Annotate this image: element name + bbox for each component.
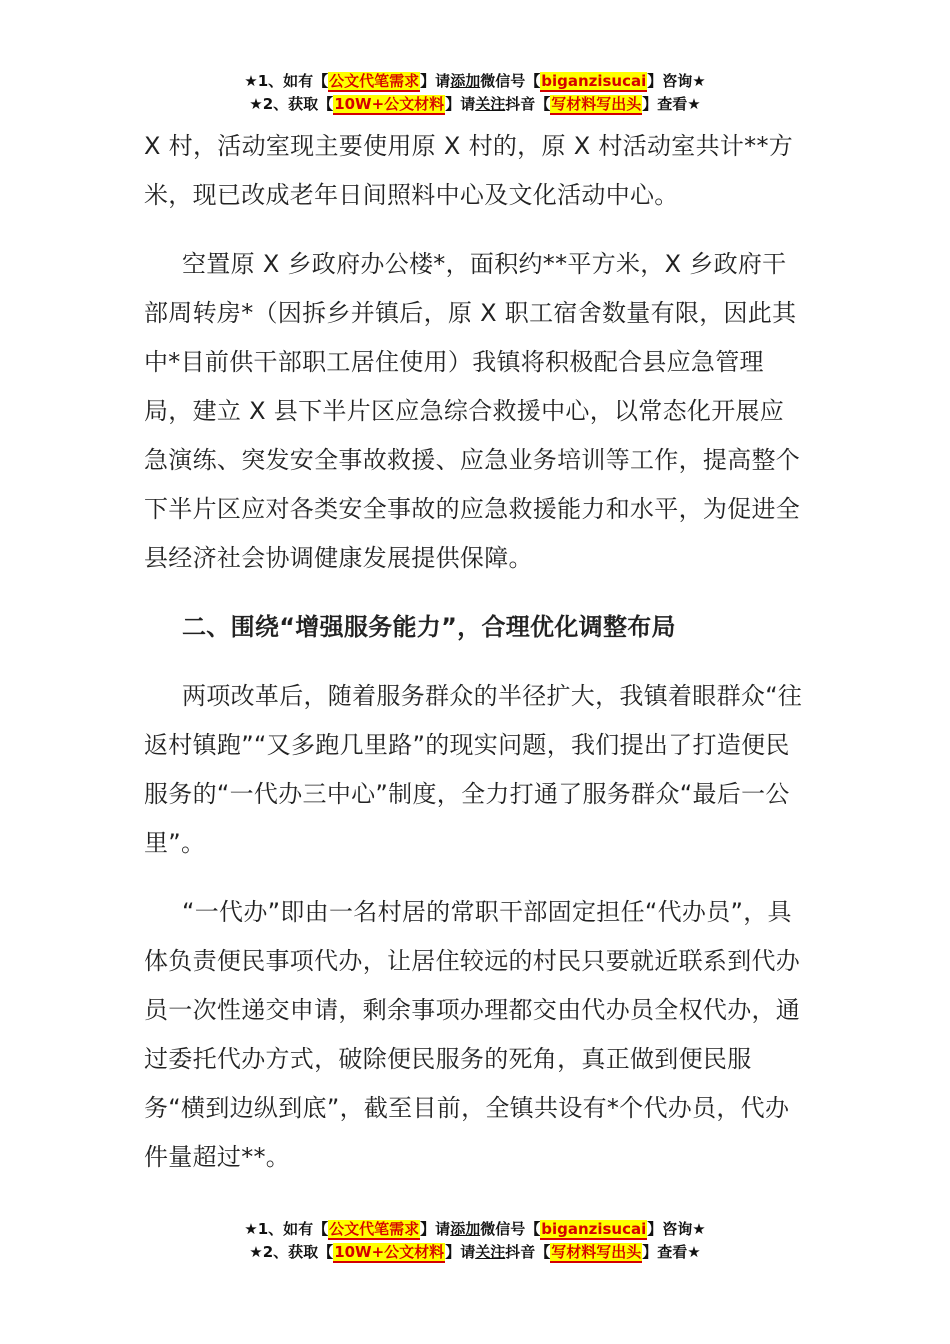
paragraph: 两项改革后，随着服务群众的半径扩大，我镇着眼群众“往返村镇跑”“又多跑几里路”的现实问题，我们提出了打造便民服务的“一代办三中心”制度，全力打通了服务群众“最后一公里”。	[144, 682, 803, 857]
paragraph: X 村，活动室现主要使用原 X 村的，原 X 村活动室共计**方米，现已改成老年日间照料中心及文化活动中心。	[144, 132, 794, 209]
banner-text: ★2、获取【	[249, 95, 334, 113]
banner-line-1	[0, 70, 950, 93]
banner-highlight: biganzisucai	[541, 72, 647, 90]
section-heading: 二、围绕“增强服务能力”，合理优化调整布局	[182, 613, 676, 641]
banner-line-2	[0, 93, 950, 116]
banner-text: ★1、如有【	[244, 72, 329, 90]
banner-line-2	[0, 1241, 950, 1264]
banner-text: 】咨询★	[647, 72, 706, 90]
banner-text: 】请	[420, 72, 451, 90]
banner-emphasis: 关注	[475, 95, 506, 113]
banner-line-1	[0, 1218, 950, 1241]
paragraph: 空置原 X 乡政府办公楼*，面积约**平方米，X 乡政府干部周转房*（因拆乡并镇后，原 X 职工宿舍数量有限，因此其中*目前供干部职工居住使用）我镇将积极配合县应急管理局，建立 X 县下半片区应急综合救援中心，以常态化开展应急演练、突发安全事故救援、应急业务培训等工作，提高整个下半片区应对各类安全事故的应急救援能力和水平，为促进全县经济社会协调健康发展提供保障。	[144, 250, 801, 572]
banner-text: 】查看★	[642, 1243, 701, 1261]
banner-highlight: biganzisucai	[541, 1220, 647, 1238]
document-body	[144, 122, 806, 1202]
banner-text: 】请	[445, 1243, 476, 1261]
banner-text: 】请	[420, 1220, 451, 1238]
bottom-banner	[0, 1218, 950, 1264]
banner-text: 抖音【	[505, 1243, 551, 1261]
banner-emphasis: 添加	[450, 1220, 481, 1238]
banner-emphasis: 关注	[475, 1243, 506, 1261]
banner-text: ★1、如有【	[244, 1220, 329, 1238]
banner-text: 】请	[445, 95, 476, 113]
banner-emphasis: 添加	[450, 72, 481, 90]
banner-highlight: 10W+公文材料	[334, 95, 445, 113]
banner-text: 微信号【	[480, 1220, 541, 1238]
banner-text: 】咨询★	[647, 1220, 706, 1238]
banner-highlight: 写材料写出头	[551, 95, 642, 113]
banner-text: 】查看★	[642, 95, 701, 113]
paragraph: “一代办”即由一名村居的常职干部固定担任“代办员”，具体负责便民事项代办，让居住较远的村民只要就近联系到代办员一次性递交申请，剩余事项办理都交由代办员全权代办，通过委托代办方式，破除便民服务的死角，真正做到便民服务“横到边纵到底”，截至目前，全镇共设有*个代办员，代办件量超过**。	[144, 898, 801, 1171]
top-banner	[0, 70, 950, 116]
banner-highlight: 10W+公文材料	[334, 1243, 445, 1261]
banner-text: ★2、获取【	[249, 1243, 334, 1261]
banner-highlight: 写材料写出头	[551, 1243, 642, 1261]
banner-highlight: 公文代笔需求	[329, 1220, 420, 1238]
banner-text: 抖音【	[505, 95, 551, 113]
banner-highlight: 公文代笔需求	[329, 72, 420, 90]
banner-text: 微信号【	[480, 72, 541, 90]
